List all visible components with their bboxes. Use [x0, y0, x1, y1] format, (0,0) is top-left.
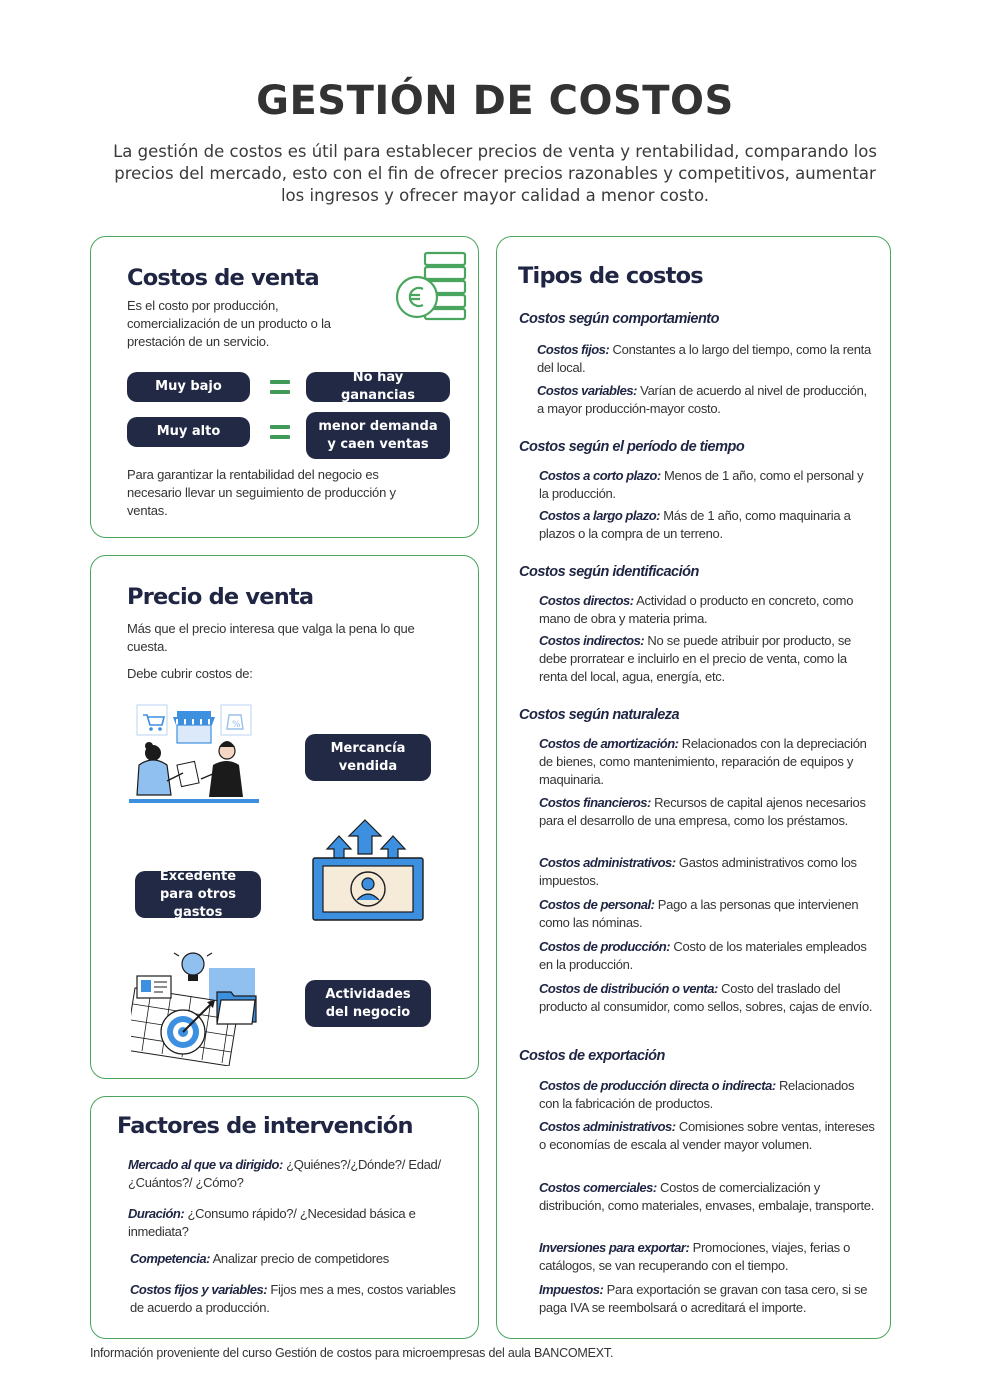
- tipos-item: Inversiones para exportar: Promociones, viajes, ferias o catálogos, se van recuperando con el tiempo.: [539, 1240, 851, 1273]
- money-euro-icon: [391, 249, 473, 325]
- tipos-item: Costos de distribución o venta: Costo del traslado del producto al consumidor, como sellos, sobres, cajas de envío.: [539, 981, 873, 1014]
- tipos-item: Costos a largo plazo: Más de 1 año, como maquinaria a plazos o la compra de un terreno.: [539, 508, 851, 541]
- costos-venta-note: Para garantizar la rentabilidad del negocio es necesario llevar un seguimiento de producción y ventas.: [127, 467, 396, 518]
- intro-paragraph: La gestión de costos es útil para establecer precios de venta y rentabilidad, comparando los precios del mercado, esto con el fin de ofrecer precios razonables y competitivos, aumentar los ingresos y ofrecer mayor calidad a menor costo.: [113, 142, 877, 205]
- footer-source: Información proveniente del curso Gestión de costos para microempresas del aula BANCOMEXT.: [90, 1346, 614, 1360]
- svg-text:%: %: [232, 720, 241, 730]
- actividades-pill: Actividades del negocio: [305, 980, 431, 1027]
- tipos-item: Costos a corto plazo: Menos de 1 año, como el personal y la producción.: [539, 468, 864, 501]
- factores-card: [90, 1096, 479, 1339]
- tipos-costos-card: [496, 236, 891, 1339]
- business-planning-illustration: [131, 948, 261, 1066]
- menor-demanda-pill: menor demanda y caen ventas: [306, 412, 450, 459]
- tipos-heading: Tipos de costos: [518, 263, 703, 289]
- factor-item: Costos fijos y variables: Fijos mes a mes, costos variables de acuerdo a producción.: [130, 1282, 456, 1315]
- muy-alto-pill: Muy alto: [127, 417, 250, 447]
- tipos-item: Costos variables: Varían de acuerdo al nivel de producción, a mayor producción-mayor costo.: [537, 383, 867, 416]
- factor-item: Duración: ¿Consumo rápido?/ ¿Necesidad básica e inmediata?: [128, 1206, 416, 1239]
- store-meeting-illustration: [129, 701, 259, 813]
- money-growth-illustration: [309, 818, 427, 924]
- tipos-item: Costos de producción: Costo de los materiales empleados en la producción.: [539, 939, 867, 972]
- precio-venta-card: [90, 555, 479, 1079]
- tipos-item: Costos de personal: Pago a las personas que intervienen como las nóminas.: [539, 897, 859, 930]
- no-ganancias-pill: No hay ganancias: [306, 372, 450, 402]
- tipos-item: Costos directos: Actividad o producto en concreto, como mano de obra y materia prima.: [539, 593, 854, 626]
- tipos-item: Costos fijos: Constantes a lo largo del tiempo, como la renta del local.: [537, 342, 871, 375]
- tipos-item: Costos administrativos: Gastos administrativos como los impuestos.: [539, 855, 857, 888]
- costos-venta-card: [90, 236, 479, 538]
- tipos-item: Costos de amortización: Relacionados con la depreciación de bienes, como mantenimiento, reparación de equipos y maquinaria.: [539, 736, 867, 787]
- equals-icon: [270, 380, 290, 394]
- tipos-item: Costos financieros: Recursos de capital ajenos necesarios para el desarrollo de una empresa, como los préstamos.: [539, 795, 866, 828]
- costos-venta-description: Es el costo por producción, comercialización de un producto o la prestación de un servicio.: [127, 298, 331, 349]
- tipos-item: Costos de producción directa o indirecta: Relacionados con la fabricación de productos.: [539, 1078, 855, 1111]
- factor-item: Mercado al que va dirigido: ¿Quiénes?/¿Dónde?/ Edad/ ¿Cuántos?/ ¿Cómo?: [128, 1157, 441, 1190]
- tipos-section-title: Costos según comportamiento: [519, 311, 719, 327]
- tipos-item: Impuestos: Para exportación se gravan con tasa cero, si se paga IVA se reembolsará o acreditará el importe.: [539, 1282, 868, 1315]
- page-title: GESTIÓN DE COSTOS: [256, 78, 734, 124]
- tipos-item: Costos administrativos: Comisiones sobre ventas, intereses o economías de escala al vender mayor volumen.: [539, 1119, 875, 1152]
- tipos-section-title: Costos según identificación: [519, 564, 699, 580]
- precio-venta-description: Más que el precio interesa que valga la pena lo que cuesta.: [127, 621, 415, 654]
- factor-item: Competencia: Analizar precio de competidores: [130, 1251, 389, 1266]
- tipos-section-title: Costos de exportación: [519, 1048, 665, 1064]
- costos-venta-heading: Costos de venta: [127, 265, 319, 291]
- mercancia-vendida-pill: Mercancía vendida: [305, 734, 431, 781]
- tipos-section-title: Costos según naturaleza: [519, 707, 680, 723]
- muy-bajo-pill: Muy bajo: [127, 372, 250, 402]
- precio-venta-subheading: Debe cubrir costos de:: [127, 666, 253, 681]
- tipos-item: Costos comerciales: Costos de comercialización y distribución, como materiales, envases, embalaje, transporte.: [539, 1180, 875, 1213]
- tipos-section-title: Costos según el período de tiempo: [519, 439, 745, 455]
- tipos-item: Costos indirectos: No se puede atribuir por producto, se debe prorratear e incluirlo en el precio de venta, como la renta del local, agua, energía, etc.: [539, 633, 851, 684]
- precio-venta-heading: Precio de venta: [127, 584, 314, 610]
- equals-icon: [270, 425, 290, 439]
- factores-heading: Factores de intervención: [117, 1113, 413, 1139]
- excedente-pill: Excedente para otros gastos: [135, 871, 261, 918]
